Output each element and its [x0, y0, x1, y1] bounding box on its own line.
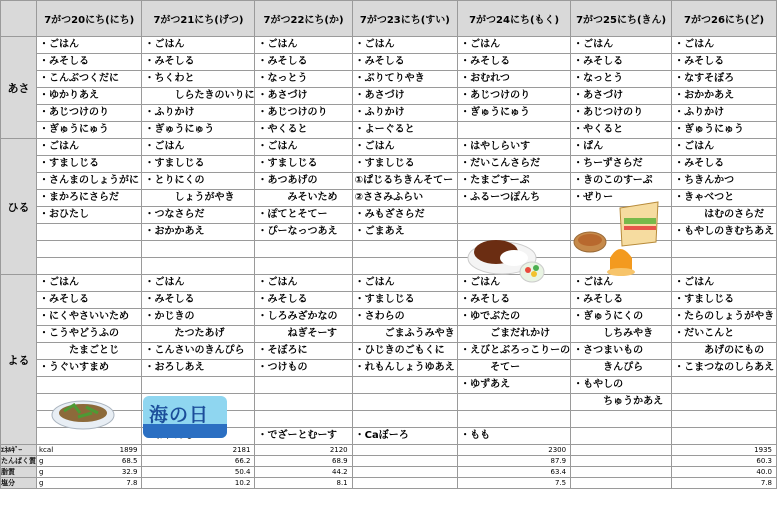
- marine-day-text: 海の日: [149, 404, 210, 426]
- nutrition-value: [571, 478, 672, 489]
- menu-item: [672, 394, 777, 411]
- nutrition-number: 8.1: [336, 479, 348, 487]
- menu-item: [142, 241, 255, 258]
- nutrition-value: [352, 467, 457, 478]
- menu-item: ・ぽてとそてー: [255, 207, 352, 224]
- menu-item: ・こまつなのしらあえ: [672, 360, 777, 377]
- menu-item: はむのさらだ: [672, 207, 777, 224]
- menu-item: [352, 394, 457, 411]
- menu-item: [255, 241, 352, 258]
- menu-item: ・もやしのきむちあえ: [672, 224, 777, 241]
- menu-item: ・でざーとむーす: [255, 428, 352, 445]
- nutrition-unit: g: [39, 468, 44, 476]
- menu-item: ②ささみふらい: [352, 190, 457, 207]
- menu-item: ・ごはん: [37, 275, 142, 292]
- nutrition-value: [37, 478, 142, 489]
- menu-item: みそいため: [255, 190, 352, 207]
- menu-item: ・ぎゅうにくの: [571, 309, 672, 326]
- menu-item: ・あじつけのり: [37, 105, 142, 122]
- menu-item: [352, 377, 457, 394]
- menu-item: ・えびとぶろっこりーの: [458, 343, 571, 360]
- menu-item: ・ごはん: [571, 37, 672, 54]
- menu-item: ・さわらの: [352, 309, 457, 326]
- nutrition-value: [142, 467, 255, 478]
- nutrition-label: 脂質: [1, 467, 37, 478]
- menu-item: ・はやしらいす: [458, 139, 571, 156]
- menu-item: [255, 377, 352, 394]
- menu-item: ・きのこのすーぷ: [571, 173, 672, 190]
- menu-item: ・そぼろに: [255, 343, 352, 360]
- nutrition-value: [37, 445, 142, 456]
- menu-item: ・ごはん: [672, 37, 777, 54]
- menu-item: ①ぱじるちきんそてー: [352, 173, 457, 190]
- menu-item: ・たまごすーぷ: [458, 173, 571, 190]
- menu-item: たまごとじ: [37, 343, 142, 360]
- menu-item: ・しろみざかなの: [255, 309, 352, 326]
- menu-item: ・あさづけ: [352, 88, 457, 105]
- nutrition-value: [458, 478, 571, 489]
- menu-item: ・なっとう: [571, 71, 672, 88]
- nutrition-label: たんぱく質: [1, 457, 36, 465]
- menu-item: ・なすそぼろ: [672, 71, 777, 88]
- hayashi-rice-illustration: [464, 220, 548, 288]
- menu-item: ・よーぐると: [352, 122, 457, 139]
- menu-item: [458, 394, 571, 411]
- menu-item: ・ごはん: [255, 139, 352, 156]
- nutrition-number: 10.2: [234, 479, 251, 487]
- day-header: 7がつ25にち(きん): [571, 1, 672, 37]
- nutrition-value: [142, 456, 255, 467]
- nutrition-number: 7.8: [126, 479, 138, 487]
- nutrition-value: [37, 456, 142, 467]
- menu-item: ・みそしる: [458, 292, 571, 309]
- meal-label-yoru: よる: [1, 275, 37, 445]
- menu-item: ・つけもの: [255, 360, 352, 377]
- menu-item: ・Caぼーろ: [352, 428, 457, 445]
- menu-item: ・にくやさいいため: [37, 309, 142, 326]
- menu-item: ・ごはん: [672, 139, 777, 156]
- menu-item: ・ゆずあえ: [458, 377, 571, 394]
- nutrition-value: [255, 445, 352, 456]
- nutrition-value: [571, 445, 672, 456]
- menu-item: ごまふうみやき: [352, 326, 457, 343]
- nutrition-number: 2181: [232, 446, 251, 454]
- menu-item: ・ごはん: [458, 37, 571, 54]
- menu-item: ちゅうかあえ: [571, 394, 672, 411]
- day-header: 7がつ26にち(ど): [672, 1, 777, 37]
- corner-cell: [1, 1, 37, 37]
- nutrition-value: [672, 467, 777, 478]
- menu-item: ・うぐいすまめ: [37, 360, 142, 377]
- nutrition-number: 50.4: [234, 468, 251, 476]
- menu-item: [352, 411, 457, 428]
- menu-item: ・ごはん: [142, 139, 255, 156]
- menu-item: ・ふるーつぽんち: [458, 190, 571, 207]
- meal-label-hiru: ひる: [1, 139, 37, 275]
- nutrition-value: [37, 467, 142, 478]
- menu-item: [142, 258, 255, 275]
- nutrition-number: 40.0: [756, 468, 772, 476]
- menu-item: ・あじつけのり: [571, 105, 672, 122]
- menu-item: ・すましじる: [352, 292, 457, 309]
- nutrition-number: 2120: [329, 446, 348, 454]
- nutrition-number: 60.3: [756, 457, 772, 465]
- meal-label-asa: あさ: [1, 37, 37, 139]
- menu-item: ・ちくわと: [142, 71, 255, 88]
- menu-item: ・ごはん: [352, 275, 457, 292]
- menu-item: ・ふりかけ: [672, 105, 777, 122]
- day-header: 7がつ24にち(もく): [458, 1, 571, 37]
- nutrition-number: 68.9: [332, 457, 348, 465]
- menu-item: ・おろしあえ: [142, 360, 255, 377]
- menu-item: ・ぱん: [571, 139, 672, 156]
- menu-item: ・みそしる: [458, 54, 571, 71]
- menu-item: ねぎそーす: [255, 326, 352, 343]
- sandwich-soup-illustration: [570, 198, 664, 288]
- menu-item: ・すましじる: [672, 292, 777, 309]
- nutrition-value: [458, 467, 571, 478]
- menu-item: しちみやき: [571, 326, 672, 343]
- menu-item: ・あじつけのり: [458, 88, 571, 105]
- menu-item: [458, 122, 571, 139]
- menu-item: [458, 411, 571, 428]
- menu-item: ・ごはん: [255, 37, 352, 54]
- nutrition-number: 2300: [548, 446, 567, 454]
- menu-item: ・すましじる: [142, 156, 255, 173]
- menu-item: ・とりにくの: [142, 173, 255, 190]
- nutrition-value: [142, 478, 255, 489]
- menu-item: ・みそしる: [37, 54, 142, 71]
- menu-item: [352, 258, 457, 275]
- nutrition-number: 7.8: [760, 479, 772, 487]
- nutrition-number: 66.2: [234, 457, 251, 465]
- menu-item: ・みそしる: [672, 156, 777, 173]
- menu-item: [37, 241, 142, 258]
- menu-item: ・ふりかけ: [142, 105, 255, 122]
- menu-item: ・きゃべつと: [672, 190, 777, 207]
- menu-item: ・ちきんかつ: [672, 173, 777, 190]
- nutrition-number: 1935: [754, 446, 772, 454]
- menu-item: ・ごはん: [37, 37, 142, 54]
- menu-item: ・ぎゅうにゅう: [458, 105, 571, 122]
- menu-item: [255, 411, 352, 428]
- menu-item: [255, 258, 352, 275]
- menu-item: ・すましじる: [352, 156, 457, 173]
- menu-item: ・ごはん: [352, 37, 457, 54]
- menu-item: [255, 394, 352, 411]
- menu-item: ・あじつけのり: [255, 105, 352, 122]
- menu-item: ・ぎゅうにゅう: [142, 122, 255, 139]
- menu-item: ごまだれかけ: [458, 326, 571, 343]
- menu-item: ・れもんしょうゆあえ: [352, 360, 457, 377]
- menu-item: ・ごまあえ: [352, 224, 457, 241]
- menu-item: [571, 411, 672, 428]
- menu-item: ・やくると: [255, 122, 352, 139]
- menu-item: ・おひたし: [37, 207, 142, 224]
- menu-item: ・こんぶつくだに: [37, 71, 142, 88]
- menu-item: ・みそしる: [255, 54, 352, 71]
- nutrition-value: [142, 445, 255, 456]
- menu-item: ・みそしる: [37, 292, 142, 309]
- menu-item: ・みそしる: [255, 292, 352, 309]
- menu-item: ・すましじる: [37, 156, 142, 173]
- menu-item: ・だいこんさらだ: [458, 156, 571, 173]
- nutrition-label: 塩分: [1, 478, 37, 489]
- menu-item: [352, 241, 457, 258]
- nutrition-number: 7.5: [554, 479, 567, 487]
- nutrition-value: [255, 478, 352, 489]
- menu-item: ・ゆでぶたの: [458, 309, 571, 326]
- menu-item: ・おむれつ: [458, 71, 571, 88]
- menu-item: ・ぎゅうにゅう: [672, 122, 777, 139]
- menu-item: ・ごはん: [37, 139, 142, 156]
- menu-item: [672, 241, 777, 258]
- day-header: 7がつ21にち(げつ): [142, 1, 255, 37]
- menu-item: ・みそしる: [142, 292, 255, 309]
- menu-item: [37, 377, 142, 394]
- menu-item: ・もやしの: [571, 377, 672, 394]
- menu-item: ・ごはん: [458, 275, 571, 292]
- nutrition-number: 32.9: [121, 468, 138, 476]
- nutrition-value: [672, 456, 777, 467]
- nutrition-number: 68.5: [121, 457, 138, 465]
- menu-item: ・もも: [458, 428, 571, 445]
- menu-item: そてー: [458, 360, 571, 377]
- menu-item: ・みそしる: [571, 54, 672, 71]
- menu-item: ・みそしる: [672, 54, 777, 71]
- menu-item: [571, 428, 672, 445]
- menu-item: しょうがやき: [142, 190, 255, 207]
- menu-item: ・こんさいのきんぴら: [142, 343, 255, 360]
- nutrition-value: [672, 445, 777, 456]
- nutrition-value: [352, 478, 457, 489]
- nutrition-value: [458, 456, 571, 467]
- menu-item: きんぴら: [571, 360, 672, 377]
- menu-item: ・ちーずさらだ: [571, 156, 672, 173]
- menu-item: ・まかろにさらだ: [37, 190, 142, 207]
- nutrition-value: [571, 467, 672, 478]
- menu-item: ・あさづけ: [255, 88, 352, 105]
- menu-item: ・ごはん: [672, 275, 777, 292]
- menu-item: ・さんまのしょうがに: [37, 173, 142, 190]
- menu-item: ・みそしる: [352, 54, 457, 71]
- menu-item: ・かじきの: [142, 309, 255, 326]
- nutrition-number: 44.2: [332, 468, 348, 476]
- menu-item: あげのにもの: [672, 343, 777, 360]
- nutrition-number: 1899: [119, 446, 138, 454]
- nutrition-value: [352, 456, 457, 467]
- day-header: 7がつ20にち(にち): [37, 1, 142, 37]
- menu-item: ・たらのしょうがやき: [672, 309, 777, 326]
- menu-item: [672, 377, 777, 394]
- menu-item: ・ごはん: [352, 139, 457, 156]
- nutrition-number: 63.4: [550, 468, 567, 476]
- nutrition-value: [255, 456, 352, 467]
- menu-item: ・こうやどうふの: [37, 326, 142, 343]
- menu-item: ・みそしる: [571, 292, 672, 309]
- menu-item: ・ぴーなっつあえ: [255, 224, 352, 241]
- menu-item: ・ぜりー: [571, 190, 672, 207]
- nutrition-unit: kcal: [39, 446, 54, 454]
- menu-item: ・あつあげの: [255, 173, 352, 190]
- menu-item: ・すましじる: [255, 156, 352, 173]
- menu-item: [672, 258, 777, 275]
- day-header: 7がつ23にち(すい): [352, 1, 457, 37]
- menu-item: ・なっとう: [255, 71, 352, 88]
- menu-item: ・おかかあえ: [142, 224, 255, 241]
- menu-item: [672, 411, 777, 428]
- nutrition-number: 87.9: [550, 457, 567, 465]
- menu-item: ・ぶりてりやき: [352, 71, 457, 88]
- nutrition-value: [672, 478, 777, 489]
- menu-item: [37, 258, 142, 275]
- menu-item: ・みそしる: [142, 54, 255, 71]
- menu-item: ・つなさらだ: [142, 207, 255, 224]
- menu-item: ・ごはん: [142, 37, 255, 54]
- nutrition-label: ｴﾈﾙｷﾞｰ: [1, 445, 37, 456]
- menu-item: ・あさづけ: [571, 88, 672, 105]
- menu-item: ・ぎゅうにゅう: [37, 122, 142, 139]
- stir-fry-illustration: [50, 393, 116, 433]
- nutrition-unit: g: [39, 479, 44, 487]
- marine-day-banner: [143, 396, 227, 438]
- menu-item: [672, 428, 777, 445]
- menu-item: [37, 224, 142, 241]
- menu-item: ・ごはん: [571, 275, 672, 292]
- day-header: 7がつ22にち(か): [255, 1, 352, 37]
- menu-item: ・ひじきのごもくに: [352, 343, 457, 360]
- menu-item: ・ごはん: [255, 275, 352, 292]
- nutrition-value: [571, 456, 672, 467]
- nutrition-value: [352, 445, 457, 456]
- menu-item: ・みもざさらだ: [352, 207, 457, 224]
- menu-item: ・ふりかけ: [352, 105, 457, 122]
- menu-item: ・やくると: [571, 122, 672, 139]
- menu-item: [142, 377, 255, 394]
- nutrition-value: [458, 445, 571, 456]
- menu-item: ・ごはん: [142, 275, 255, 292]
- menu-item: ・ゆかりあえ: [37, 88, 142, 105]
- nutrition-unit: g: [39, 457, 44, 465]
- menu-item: ・さつまいもの: [571, 343, 672, 360]
- menu-item: ・おかかあえ: [672, 88, 777, 105]
- nutrition-value: [255, 467, 352, 478]
- menu-item: しらたきのいりに: [142, 88, 255, 105]
- menu-item: ・だいこんと: [672, 326, 777, 343]
- menu-item: たつたあげ: [142, 326, 255, 343]
